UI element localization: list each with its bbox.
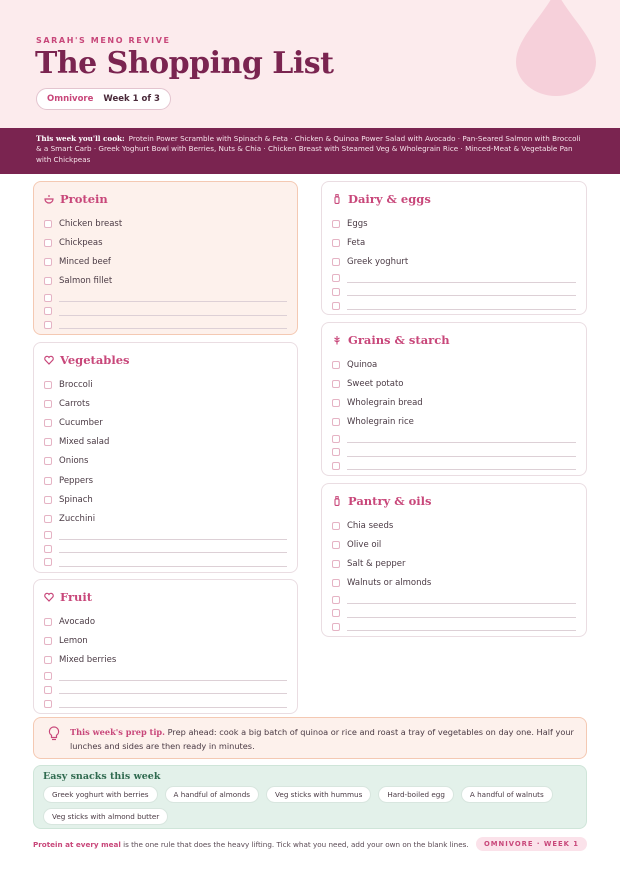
snack-chip: Veg sticks with almond butter xyxy=(43,808,168,825)
checklist-item[interactable] xyxy=(332,374,576,393)
blank-line-item[interactable] xyxy=(332,432,576,446)
write-in-line[interactable] xyxy=(347,437,576,443)
write-in-line[interactable] xyxy=(347,451,576,457)
snack-chips xyxy=(43,786,577,825)
write-in-line[interactable] xyxy=(347,598,576,604)
checkbox[interactable] xyxy=(44,419,52,427)
checkbox[interactable] xyxy=(44,400,52,408)
checkbox[interactable] xyxy=(44,307,52,315)
blank-line-item[interactable] xyxy=(332,445,576,459)
section-title: Vegetables xyxy=(44,351,287,369)
section-fruit xyxy=(33,579,298,714)
checklist-item[interactable] xyxy=(332,393,576,412)
write-in-line[interactable] xyxy=(59,675,287,681)
checkbox[interactable] xyxy=(332,302,340,310)
write-in-line[interactable] xyxy=(347,304,576,310)
checkbox[interactable] xyxy=(332,623,340,631)
checklist-item[interactable] xyxy=(332,535,576,554)
section-grains xyxy=(321,322,587,476)
bowl-icon xyxy=(44,194,54,204)
checklist-item[interactable] xyxy=(332,554,576,573)
checkbox[interactable] xyxy=(332,579,340,587)
snack-chip: A handful of walnuts xyxy=(461,786,553,803)
checklist xyxy=(44,375,287,569)
checkbox[interactable] xyxy=(332,361,340,369)
checkbox[interactable] xyxy=(332,522,340,530)
item-label: Avocado xyxy=(59,616,96,627)
checkbox[interactable] xyxy=(44,531,52,539)
item-label: Wholegrain rice xyxy=(347,417,414,428)
checklist-item[interactable] xyxy=(332,413,576,432)
checkbox[interactable] xyxy=(44,545,52,553)
checkbox[interactable] xyxy=(332,596,340,604)
item-label: Lemon xyxy=(59,635,88,646)
write-in-line[interactable] xyxy=(59,688,287,694)
blank-line-item[interactable] xyxy=(332,285,576,299)
write-in-line[interactable] xyxy=(59,702,287,708)
lightbulb-icon xyxy=(48,726,60,742)
checkbox[interactable] xyxy=(44,294,52,302)
checkbox[interactable] xyxy=(332,541,340,549)
blank-line-item[interactable] xyxy=(44,304,287,318)
blank-line-item[interactable] xyxy=(44,670,287,684)
checklist-item[interactable] xyxy=(332,214,576,233)
section-title: Pantry & oils xyxy=(332,492,576,510)
item-label: Salmon fillet xyxy=(59,276,113,287)
blank-line-item[interactable] xyxy=(332,606,576,620)
section-title: Protein xyxy=(44,190,287,208)
plan-tag: OMNIVORE · WEEK 1 xyxy=(476,837,587,851)
write-in-line[interactable] xyxy=(59,310,287,316)
checklist-item[interactable] xyxy=(44,509,287,528)
checklist-item[interactable] xyxy=(44,452,287,471)
checkbox[interactable] xyxy=(44,515,52,523)
blank-line-item[interactable] xyxy=(332,459,576,473)
checkbox[interactable] xyxy=(44,656,52,664)
checklist-item[interactable] xyxy=(44,490,287,509)
footer-rule: Protein at every meal xyxy=(33,839,121,849)
section-vegetables xyxy=(33,342,298,573)
item-label: Olive oil xyxy=(347,539,382,550)
checkbox[interactable] xyxy=(332,220,340,228)
snack-chip: Hard-boiled egg xyxy=(378,786,454,803)
checkbox[interactable] xyxy=(44,220,52,228)
plan-pill xyxy=(36,88,171,110)
section-title: Grains & starch xyxy=(332,331,576,349)
blank-line-item[interactable] xyxy=(44,291,287,305)
checkbox[interactable] xyxy=(332,560,340,568)
blank-line-item[interactable] xyxy=(44,556,287,570)
footer-note xyxy=(33,840,469,849)
checkbox[interactable] xyxy=(44,239,52,247)
checklist-item[interactable] xyxy=(44,394,287,413)
checklist xyxy=(44,612,287,710)
page-header xyxy=(0,0,620,128)
checkbox[interactable] xyxy=(44,496,52,504)
item-label: Chia seeds xyxy=(347,520,394,531)
checkbox[interactable] xyxy=(332,435,340,443)
checklist-item[interactable] xyxy=(44,252,287,271)
checklist-item[interactable] xyxy=(332,355,576,374)
checkbox[interactable] xyxy=(332,258,340,266)
checklist-item[interactable] xyxy=(44,272,287,291)
meals-banner xyxy=(0,128,620,174)
heart-icon xyxy=(44,355,54,365)
item-label: Quinoa xyxy=(347,359,378,370)
write-in-line[interactable] xyxy=(347,612,576,618)
checklist-item[interactable] xyxy=(332,252,576,271)
item-label: Greek yoghurt xyxy=(347,256,409,267)
item-label: Feta xyxy=(347,237,366,248)
checklist-item[interactable] xyxy=(44,650,287,669)
snacks-panel xyxy=(33,765,587,829)
footer-text: is the one rule that does the heavy lifting. Tick what you need, add your own on the blank lines. xyxy=(120,839,469,849)
blank-line-item[interactable] xyxy=(44,542,287,556)
meals-list: Protein Power Scramble with Spinach & Feta · Chicken & Quinoa Power Salad with Avocado · Pan-Seared Salmon with Broccoli & a Smart Carb · Greek Yoghurt Bowl with Berries, Nuts & Chia · Chicken Breast with Steamed Veg & Wholegrain Rice · Minced-Meat & Vegetable Pan with Chickpeas xyxy=(36,134,581,164)
blank-line-item[interactable] xyxy=(44,318,287,332)
tip-label: This week's prep tip. xyxy=(70,727,166,737)
checkbox[interactable] xyxy=(44,558,52,566)
section-dairy xyxy=(321,181,587,315)
section-title: Fruit xyxy=(44,588,287,606)
item-label: Onions xyxy=(59,456,89,467)
section-protein xyxy=(33,181,298,335)
heart-icon xyxy=(44,592,54,602)
item-label: Eggs xyxy=(347,218,368,229)
item-label: Salt & pepper xyxy=(347,558,406,569)
diet-label: Omnivore xyxy=(47,94,94,104)
checklist xyxy=(44,214,287,332)
checklist-item[interactable] xyxy=(44,375,287,394)
item-label: Carrots xyxy=(59,398,90,409)
checklist-item[interactable] xyxy=(44,612,287,631)
checklist-item[interactable] xyxy=(44,471,287,490)
checkbox[interactable] xyxy=(332,380,340,388)
week-label: Week 1 of 3 xyxy=(103,94,160,104)
blank-line-item[interactable] xyxy=(44,683,287,697)
checklist-item[interactable] xyxy=(44,233,287,252)
item-label: Mixed salad xyxy=(59,437,110,448)
item-label: Walnuts or almonds xyxy=(347,578,432,589)
page-title: The Shopping List xyxy=(35,46,334,81)
checkbox[interactable] xyxy=(332,462,340,470)
item-label: Peppers xyxy=(59,475,93,486)
bottle-icon xyxy=(332,496,342,506)
item-label: Wholegrain bread xyxy=(347,397,423,408)
checkbox[interactable] xyxy=(44,258,52,266)
checkbox[interactable] xyxy=(44,700,52,708)
write-in-line[interactable] xyxy=(59,323,287,329)
checkbox[interactable] xyxy=(44,321,52,329)
tip-text: Prep ahead: cook a big batch of quinoa or rice and roast a tray of vegetables on day one. Half your lunches and sides are then ready in minutes. xyxy=(70,727,574,751)
checkbox[interactable] xyxy=(332,609,340,617)
item-label: Chickpeas xyxy=(59,237,103,248)
bottle-icon xyxy=(332,194,342,204)
section-title: Dairy & eggs xyxy=(332,190,576,208)
brand-name: SARAH'S MENO REVIVE xyxy=(36,36,171,45)
checklist xyxy=(332,214,576,312)
checkbox[interactable] xyxy=(44,457,52,465)
item-label: Minced beef xyxy=(59,256,111,267)
checklist-item[interactable] xyxy=(44,413,287,432)
item-label: Spinach xyxy=(59,494,93,505)
write-in-line[interactable] xyxy=(347,277,576,283)
blank-line-item[interactable] xyxy=(44,529,287,543)
blank-line-item[interactable] xyxy=(44,697,287,711)
blank-line-item[interactable] xyxy=(332,272,576,286)
checkbox[interactable] xyxy=(332,399,340,407)
checkbox[interactable] xyxy=(44,277,52,285)
checklist-item[interactable] xyxy=(44,433,287,452)
write-in-line[interactable] xyxy=(59,296,287,302)
footer xyxy=(33,836,587,852)
checklist-item[interactable] xyxy=(44,214,287,233)
checkbox[interactable] xyxy=(44,618,52,626)
checkbox[interactable] xyxy=(332,448,340,456)
item-label: Cucumber xyxy=(59,417,103,428)
checklist-item[interactable] xyxy=(332,233,576,252)
item-label: Chicken breast xyxy=(59,218,123,229)
item-label: Zucchini xyxy=(59,513,96,524)
checkbox[interactable] xyxy=(44,637,52,645)
checklist-item[interactable] xyxy=(332,516,576,535)
snack-chip: A handful of almonds xyxy=(165,786,260,803)
blank-line-item[interactable] xyxy=(332,620,576,634)
write-in-line[interactable] xyxy=(347,464,576,470)
checkbox[interactable] xyxy=(332,418,340,426)
checkbox[interactable] xyxy=(332,274,340,282)
checklist xyxy=(332,355,576,473)
snack-chip: Greek yoghurt with berries xyxy=(43,786,158,803)
meals-label: This week you'll cook: xyxy=(36,134,125,143)
section-pantry xyxy=(321,483,587,637)
snack-chip: Veg sticks with hummus xyxy=(266,786,371,803)
checkbox[interactable] xyxy=(44,686,52,694)
checklist-item[interactable] xyxy=(332,574,576,593)
checkbox[interactable] xyxy=(44,477,52,485)
checklist-item[interactable] xyxy=(44,631,287,650)
write-in-line[interactable] xyxy=(347,290,576,296)
item-label: Mixed berries xyxy=(59,654,117,665)
item-label: Broccoli xyxy=(59,379,93,390)
checklist xyxy=(332,516,576,634)
checkbox[interactable] xyxy=(44,381,52,389)
checkbox[interactable] xyxy=(332,288,340,296)
checkbox[interactable] xyxy=(44,672,52,680)
write-in-line[interactable] xyxy=(59,561,287,567)
prep-tip xyxy=(33,717,587,759)
wheat-icon xyxy=(332,335,342,345)
snacks-title: Easy snacks this week xyxy=(43,771,161,782)
checkbox[interactable] xyxy=(44,438,52,446)
item-label: Sweet potato xyxy=(347,378,404,389)
droplet-decoration xyxy=(516,0,596,96)
write-in-line[interactable] xyxy=(59,547,287,553)
write-in-line[interactable] xyxy=(347,625,576,631)
checkbox[interactable] xyxy=(332,239,340,247)
blank-line-item[interactable] xyxy=(332,299,576,313)
blank-line-item[interactable] xyxy=(332,593,576,607)
write-in-line[interactable] xyxy=(59,534,287,540)
